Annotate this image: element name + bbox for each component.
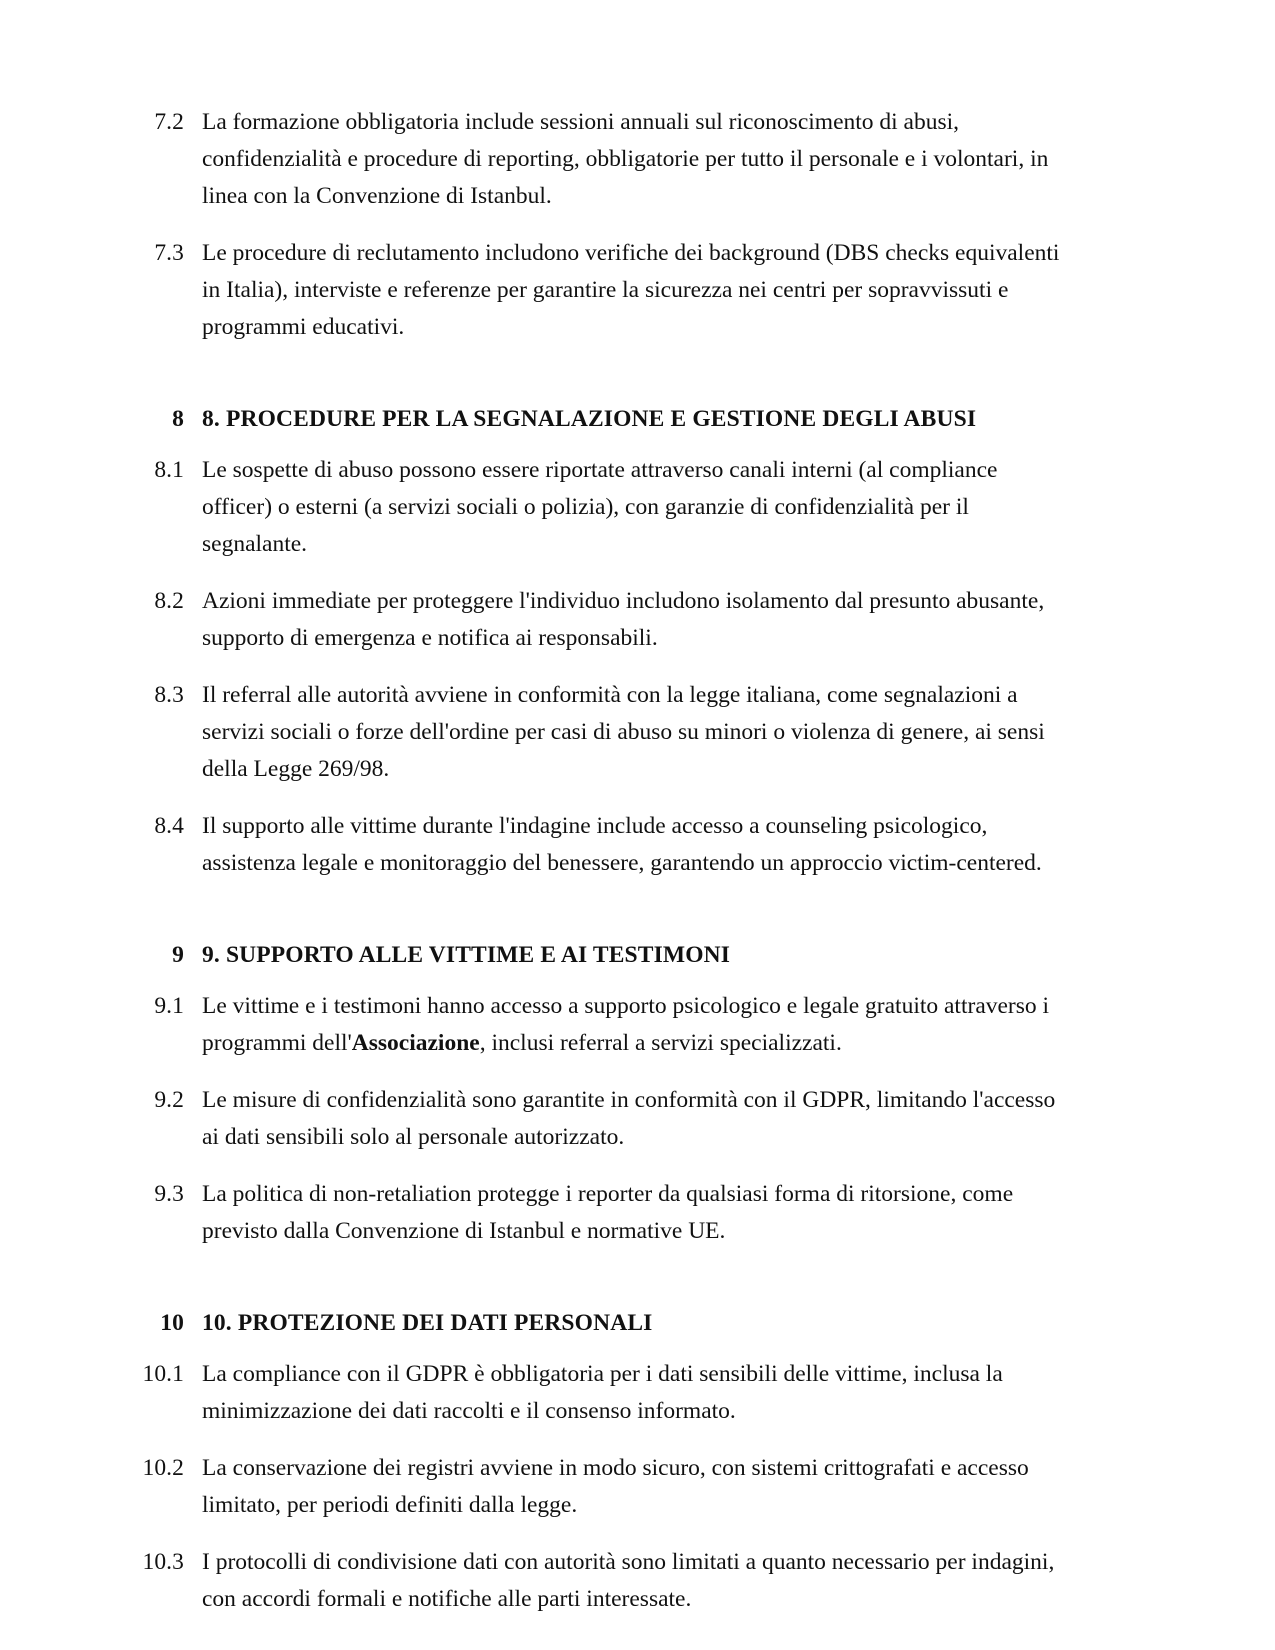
clause-text: La compliance con il GDPR è obbligatoria per i dati sensibili delle vittime, inclusa la minimizzazione dei dati raccolti e il consenso informato. — [202, 1361, 1003, 1424]
clause-text: Le procedure di reclutamento includono verifiche dei background (DBS checks equivalenti in Italia), interviste e referenze per garantire la sicurezza nei centri per sopravvissuti e programmi educativi. — [202, 240, 1060, 340]
clause-text: I protocolli di condivisione dati con autorità sono limitati a quanto necessario per indagini, con accordi formali e notifiche alle parti interessate. — [202, 1549, 1055, 1612]
clause-10-2 — [132, 1450, 1072, 1524]
section-title: 8. PROCEDURE PER LA SEGNALAZIONE E GESTIONE DEGLI ABUSI — [202, 406, 977, 432]
clause-text: Le misure di confidenzialità sono garantite in conformità con il GDPR, limitando l'accesso ai dati sensibili solo al personale autorizzato. — [202, 1087, 1056, 1150]
section-number: 10 — [160, 1310, 184, 1336]
clause-number: 10.3 — [142, 1549, 184, 1575]
clause-8-4 — [132, 808, 1072, 882]
section-heading-10 — [132, 1270, 1072, 1356]
clause-text: La politica di non-retaliation protegge i reporter da qualsiasi forma di ritorsione, come previsto dalla Convenzione di Istanbul e normative UE. — [202, 1181, 1014, 1244]
clause-number: 9.2 — [154, 1087, 184, 1113]
clause-text: Il supporto alle vittime durante l'indagine include accesso a counseling psicologico, assistenza legale e monitoraggio del benessere, garantendo un approccio victim-centered. — [202, 813, 1042, 876]
clause-number: 9.1 — [154, 993, 184, 1019]
clause-text: La formazione obbligatoria include sessioni annuali sul riconoscimento di abusi, confidenzialità e procedure di reporting, obbligatorie per tutto il personale e i volontari, in linea con la Convenzione di Istanbul. — [202, 109, 1049, 209]
clause-number: 9.3 — [154, 1181, 184, 1207]
clause-10-3 — [132, 1544, 1072, 1618]
clause-text — [184, 988, 1072, 1062]
clause-9-3 — [132, 1176, 1072, 1250]
clause-number: 10.1 — [142, 1361, 184, 1387]
clause-number: 8.3 — [154, 682, 184, 708]
clause-9-1 — [132, 988, 1072, 1062]
clause-7-2 — [132, 104, 1072, 215]
clause-number: 7.3 — [154, 240, 184, 266]
section-heading-8 — [132, 366, 1072, 452]
clause-text-tail: , inclusi referral a servizi specializzati. — [479, 1030, 842, 1056]
clause-7-3 — [132, 235, 1072, 346]
section-number: 8 — [172, 406, 184, 432]
clause-text-emphasis: Associazione — [351, 1030, 480, 1056]
clause-10-1 — [132, 1356, 1072, 1430]
clause-number: 8.2 — [154, 588, 184, 614]
clause-8-1 — [132, 452, 1072, 563]
clause-text: Il referral alle autorità avviene in conformità con la legge italiana, come segnalazioni a servizi sociali o forze dell'ordine per casi di abuso su minori o violenza di genere, ai sensi della Legge 269/98. — [202, 682, 1045, 782]
section-heading-9 — [132, 902, 1072, 988]
clause-number: 7.2 — [154, 109, 184, 135]
section-number: 9 — [172, 942, 184, 968]
clause-number: 8.1 — [154, 457, 184, 483]
clause-number: 8.4 — [154, 813, 184, 839]
section-title: 9. SUPPORTO ALLE VITTIME E AI TESTIMONI — [202, 942, 731, 968]
clause-9-2 — [132, 1082, 1072, 1156]
clause-text: Azioni immediate per proteggere l'individuo includono isolamento dal presunto abusante, supporto di emergenza e notifica ai responsabili. — [202, 588, 1045, 651]
document-body — [132, 104, 1072, 1638]
clause-text: La conservazione dei registri avviene in modo sicuro, con sistemi crittografati e accesso limitato, per periodi definiti dalla legge. — [202, 1455, 1029, 1518]
clause-text-lead: Le vittime e i testimoni hanno accesso a supporto psicologico e legale gratuito attraverso i programmi dell' — [202, 993, 1050, 1056]
clause-8-2 — [132, 583, 1072, 657]
clause-number: 10.2 — [142, 1455, 184, 1481]
clause-text: Le sospette di abuso possono essere riportate attraverso canali interni (al compliance officer) o esterni (a servizi sociali o polizia), con garanzie di confidenzialità per il segnalante. — [202, 457, 998, 557]
clause-8-3 — [132, 677, 1072, 788]
section-title: 10. PROTEZIONE DEI DATI PERSONALI — [202, 1310, 653, 1336]
